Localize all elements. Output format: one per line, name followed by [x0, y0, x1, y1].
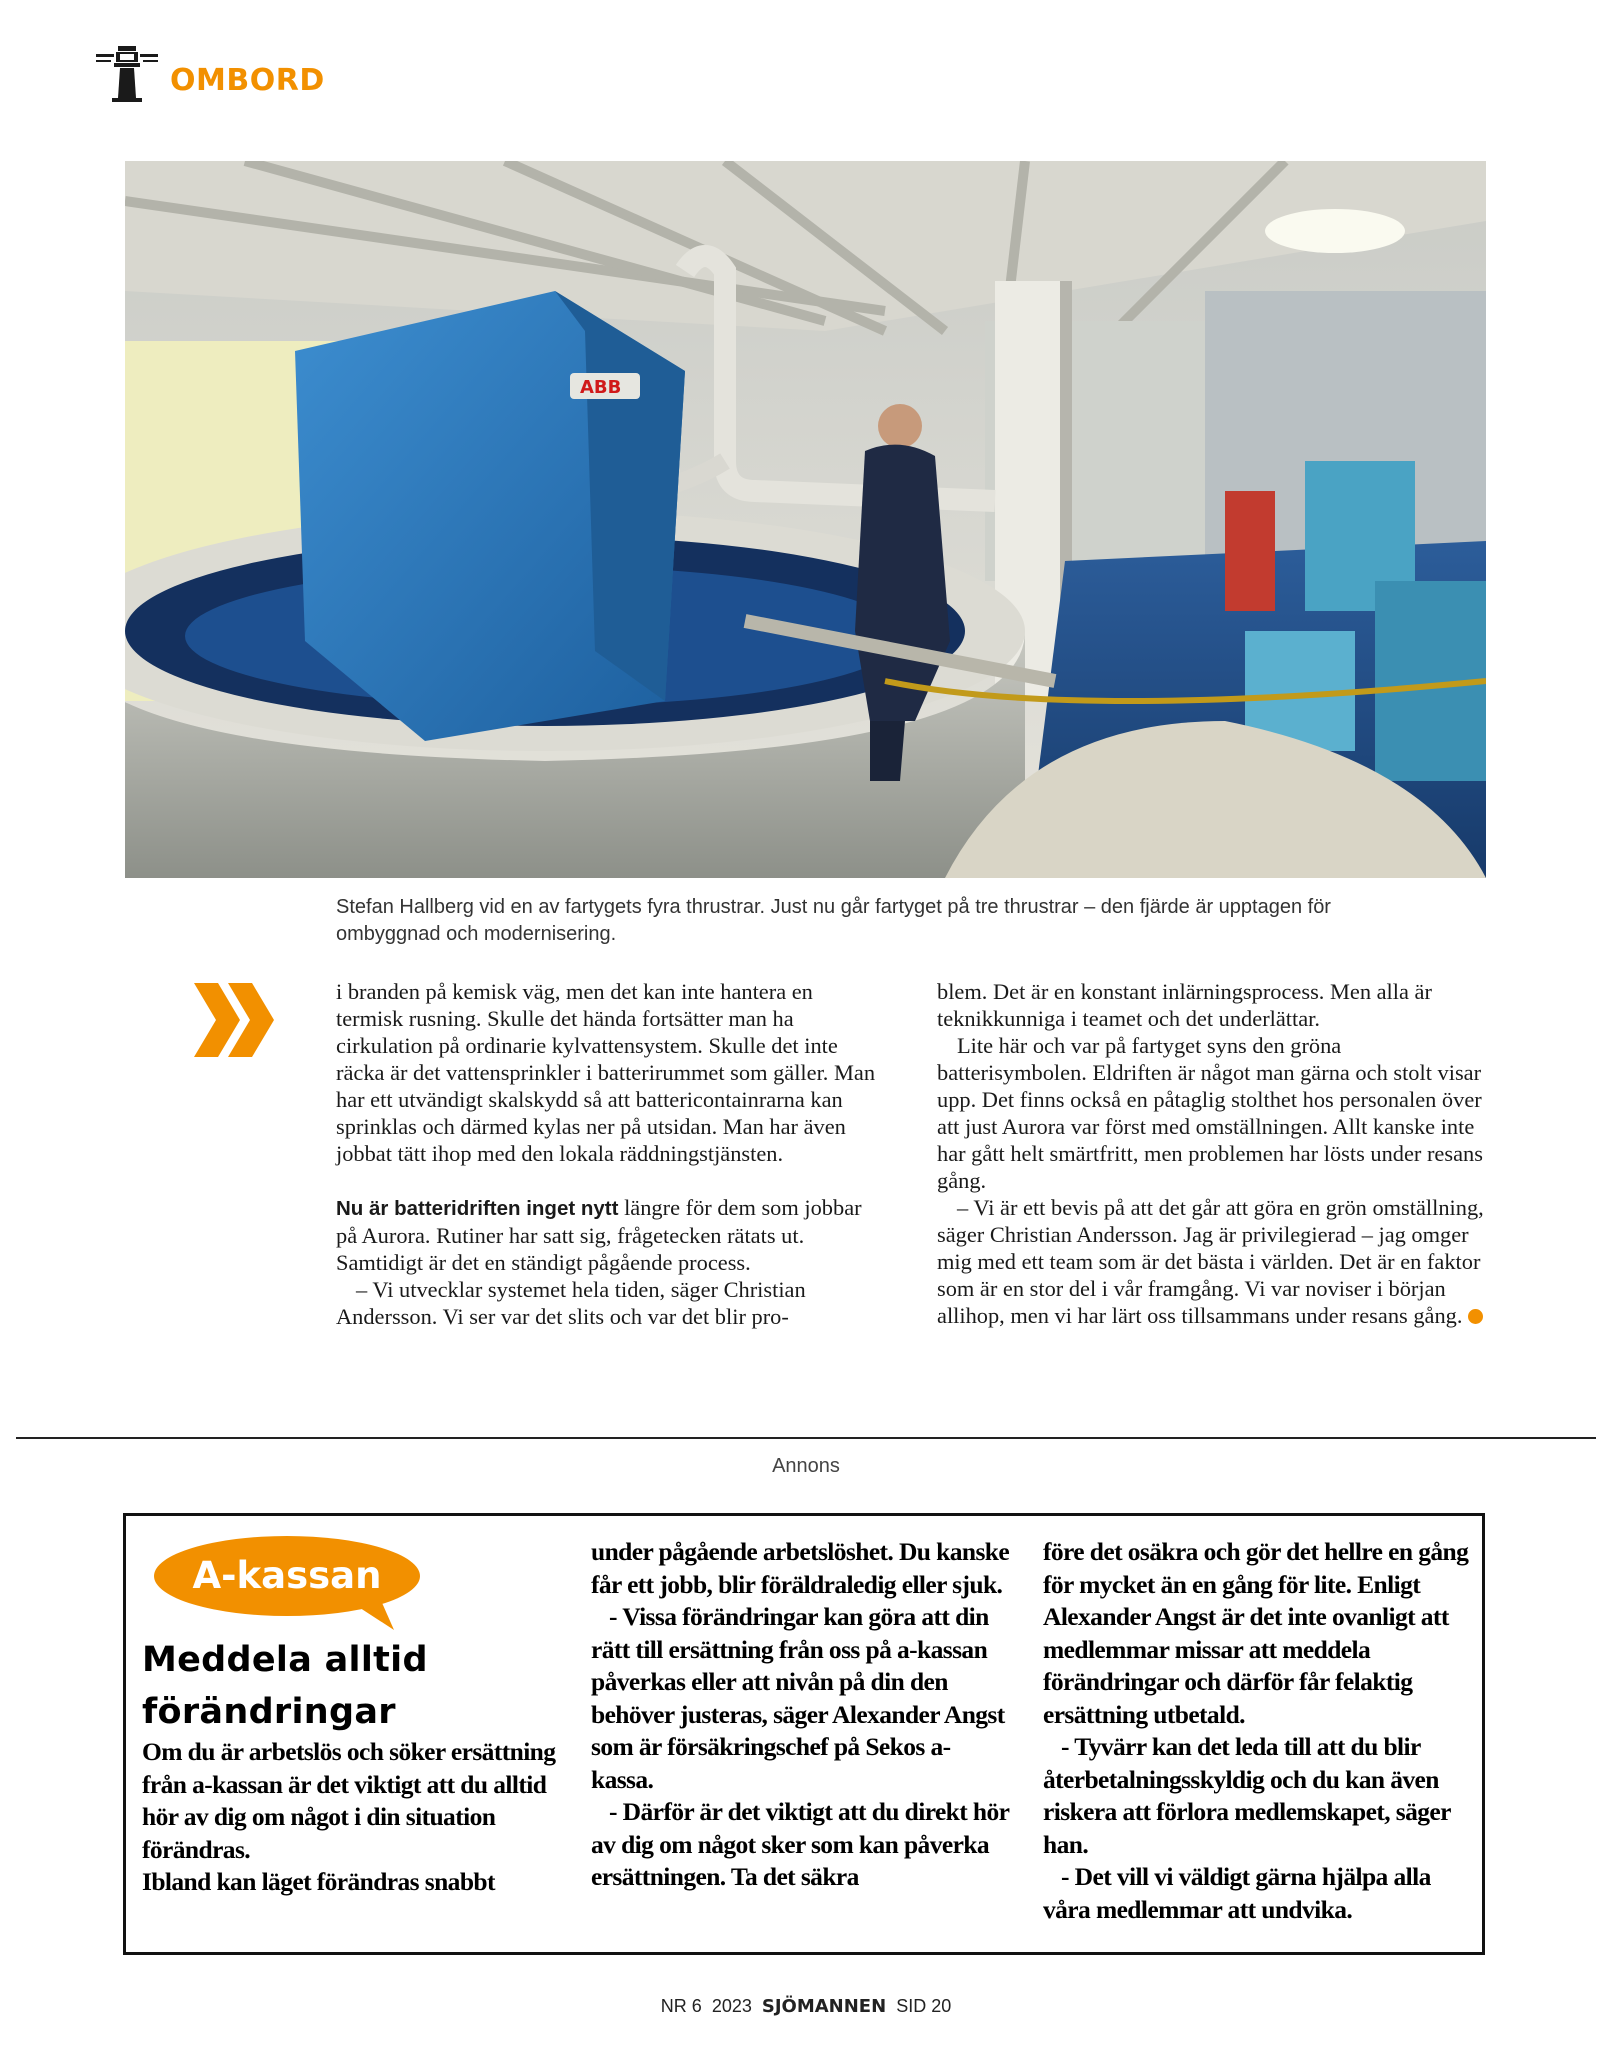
- article-paragraph: i branden på kemisk väg, men det kan inte hantera en termisk rusning. Skulle det hända fortsätter man ha cirkulation på ordinarie kylvattensystem. Skulle det inte räcka är det vattensprinkler i batterirummet som gäller. Man har ett utvändigt skalskydd så att battericontainrarna kan sprinklas och därmed kylas ner på utsidan. Man har även jobbat tätt ihop med den lokala räddningstjänsten.: [336, 979, 876, 1166]
- section-title: OMBORD: [170, 63, 325, 98]
- article-column-right: [937, 978, 1487, 1329]
- ad-paragraph: Om du är arbetslös och söker ersättning från a-kassan är det viktigt att du alltid hör av dig om något i din situation förändras.: [142, 1737, 556, 1864]
- article-column-left: [336, 978, 876, 1330]
- photo-caption: Stefan Hallberg vid en av fartygets fyra thrustrar. Just nu går fartyget på tre thrustrar – den fjärde är upptagen för ombyggnad och modernisering.: [336, 896, 1331, 945]
- article-paragraph: [336, 1194, 876, 1276]
- ad-headline: Meddela alltid förändringar: [142, 1640, 428, 1732]
- ad-label: Annons: [772, 1455, 840, 1477]
- divider: [16, 1437, 1596, 1439]
- continue-chevrons-icon: [194, 983, 276, 1057]
- ad-brand: A-kassan: [192, 1554, 382, 1597]
- ad-paragraph: Ibland kan läget förändras snabbt: [142, 1867, 495, 1896]
- ad-column-2: [591, 1536, 1011, 1894]
- article-last-text: – Vi är ett bevis på att det går att göra en grön omställning, säger Christian Andersson. Jag är privilegierad – jag omger mig med ett team som är det bästa i världen. Det är en faktor som är en stor del i vår framgång. Vi var noviser i början allihop, men vi har lärt oss tillsammans under resans gång.: [937, 1195, 1484, 1328]
- footer-year: 2023: [711, 1996, 752, 2016]
- footer-page: SID 20: [896, 1996, 952, 2016]
- advertisement: [123, 1513, 1485, 1955]
- ad-paragraph: - Därför är det viktigt att du direkt hör av dig om något sker som kan påverka ersättningen. Ta det säkra: [591, 1797, 1009, 1891]
- end-mark-icon: [1468, 1309, 1483, 1324]
- footer-issue: NR 6: [660, 1996, 702, 2016]
- article-paragraph: Lite här och var på fartyget syns den gröna batterisymbolen. Eldriften är något man gärna och stolt visar upp. Det finns också en påtaglig stolthet hos personalen över att just Aurora var först med omställningen. Allt kanske inte har gått helt smärtfritt, men problemen har lösts under resans gång.: [937, 1033, 1483, 1193]
- ad-paragraph: - Vissa förändringar kan göra att din rätt till ersättning från oss på a-kassan påverkas eller att nivån på din den behöver justeras, säger Alexander Angst som är försäkringschef på Sekos a-kassa.: [591, 1602, 1005, 1794]
- article-paragraph: – Vi utvecklar systemet hela tiden, säger Christian Andersson. Vi ser var det slits och var det blir pro-: [336, 1277, 806, 1329]
- footer-magazine: SJÖMANNEN: [761, 1996, 887, 2017]
- lead-rest: längre för dem som jobbar på Aurora. Rutiner har satt sig, frågetecken rätats ut. Samtidigt är det en ständigt pågående process.: [336, 1195, 862, 1275]
- abb-logo: ABB: [580, 377, 622, 398]
- ad-intro: [142, 1736, 582, 1899]
- ad-paragraph: före det osäkra och gör det hellre en gång för mycket än en gång för lite. Enligt Alexander Angst är det inte ovanligt att medlemmar missar att meddela förändringar och därför får felaktig ersättning utbetald.: [1043, 1537, 1469, 1729]
- article-paragraph: blem. Det är en konstant inlärningsprocess. Men alla är teknikkunniga i teamet och det underlättar.: [937, 979, 1432, 1031]
- ad-column-3: [1043, 1536, 1473, 1926]
- engine-room-photo: [125, 161, 1486, 878]
- ad-paragraph: under pågående arbetslöshet. Du kanske får ett jobb, blir föräldraledig eller sjuk.: [591, 1537, 1010, 1599]
- ad-paragraph: - Det vill vi väldigt gärna hjälpa alla våra medlemmar att undvika.: [1043, 1862, 1431, 1924]
- lighthouse-icon: [96, 44, 158, 102]
- lead-in: Nu är batteridriften inget nytt: [336, 1197, 619, 1220]
- section-header: [96, 42, 325, 102]
- article-paragraph: [937, 1194, 1487, 1329]
- a-kassan-logo: [154, 1534, 424, 1630]
- ad-paragraph: - Tyvärr kan det leda till att du blir återbetalningsskyldig och du kan även riskera att förlora medlemskapet, säger han.: [1043, 1732, 1451, 1859]
- page-footer: [0, 1996, 1612, 2017]
